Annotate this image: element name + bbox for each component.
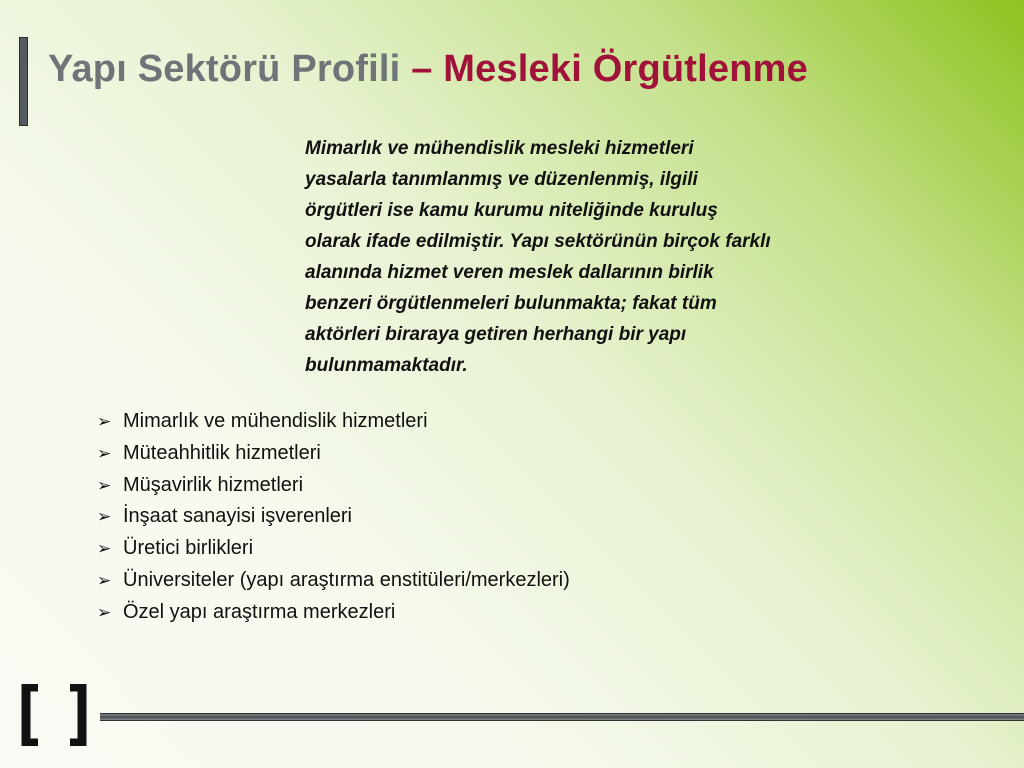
paragraph-line: Mimarlık ve mühendislik mesleki hizmetleri xyxy=(305,138,694,159)
paragraph-line: bulunmamaktadır. xyxy=(305,355,468,376)
slide-title xyxy=(48,48,808,91)
arrow-bullet-icon: ➢ xyxy=(97,507,112,527)
list-item xyxy=(97,501,570,533)
bullet-list xyxy=(97,406,570,629)
arrow-bullet-icon: ➢ xyxy=(97,443,112,463)
paragraph-line: aktörleri biraraya getiren herhangi bir yapı xyxy=(305,324,687,345)
list-item xyxy=(97,533,570,565)
list-item xyxy=(97,406,570,438)
arrow-bullet-icon: ➢ xyxy=(97,412,112,431)
paragraph-line: alanında hizmet veren meslek dallarının birlik xyxy=(305,262,714,283)
list-item-label: İnşaat sanayisi işverenleri xyxy=(123,505,352,528)
bracket-logo-icon xyxy=(20,684,88,746)
intro-paragraph xyxy=(305,133,945,381)
arrow-bullet-icon: ➢ xyxy=(97,539,112,559)
paragraph-line: benzeri örgütlenmeleri bulunmakta; fakat tüm xyxy=(305,293,717,314)
list-item xyxy=(97,438,570,470)
list-item-label: Özel yapı araştırma merkezleri xyxy=(123,600,396,623)
list-item-label: Üniversiteler (yapı araştırma enstitüleri/merkezleri) xyxy=(123,568,570,591)
paragraph-line: yasalarla tanımlanmış ve düzenlenmiş, ilgili xyxy=(305,169,698,190)
arrow-bullet-icon: ➢ xyxy=(97,570,112,590)
list-item-label: Müşavirlik hizmetleri xyxy=(123,473,304,496)
arrow-bullet-icon: ➢ xyxy=(97,475,112,495)
list-item-label: Mimarlık ve mühendislik hizmetleri xyxy=(123,410,428,432)
list-item xyxy=(97,470,570,502)
slide-title-subtitle: – Mesleki Örgütlenme xyxy=(411,48,808,90)
list-item xyxy=(97,597,570,629)
footer-rule xyxy=(100,713,1024,721)
arrow-bullet-icon: ➢ xyxy=(97,602,112,622)
slide-title-main: Yapı Sektörü Profili xyxy=(48,48,412,90)
paragraph-line: örgütleri ise kamu kurumu niteliğinde kuruluş xyxy=(305,200,718,221)
paragraph-line: olarak ifade edilmiştir. Yapı sektörünün birçok farklı xyxy=(305,231,771,252)
list-item xyxy=(97,565,570,597)
title-accent-bar xyxy=(19,37,28,126)
list-item-label: Müteahhitlik hizmetleri xyxy=(123,441,321,464)
list-item-label: Üretici birlikleri xyxy=(123,537,254,560)
